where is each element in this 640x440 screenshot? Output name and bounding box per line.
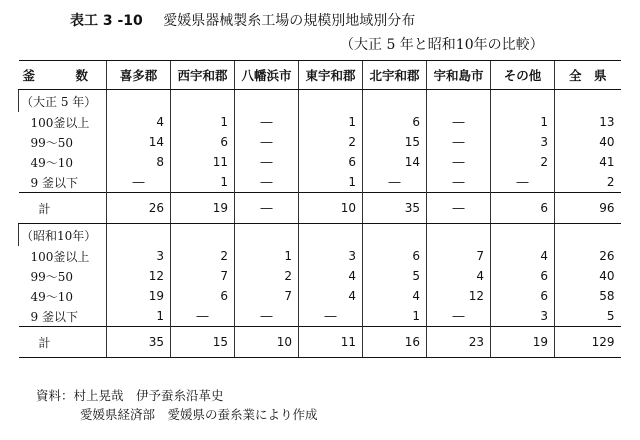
table-row xyxy=(19,266,621,286)
empty-cell xyxy=(427,224,491,247)
table-number: 表工 3 -10 xyxy=(70,13,143,29)
header-cell: 喜多郡 xyxy=(107,61,171,90)
empty-cell xyxy=(363,90,427,113)
value-cell: 3 xyxy=(299,246,363,266)
empty-cell xyxy=(555,224,621,247)
value-cell: 6 xyxy=(171,286,235,306)
value-cell: 58 xyxy=(555,286,621,306)
empty-cell xyxy=(107,90,171,113)
value-cell: 3 xyxy=(107,246,171,266)
value-cell: ― xyxy=(363,172,427,193)
value-cell: 41 xyxy=(555,152,621,172)
value-cell: 23 xyxy=(427,327,491,358)
value-cell: 3 xyxy=(491,132,555,152)
value-cell: ― xyxy=(107,172,171,193)
value-cell: 96 xyxy=(555,193,621,224)
empty-cell xyxy=(235,90,299,113)
value-cell: ― xyxy=(427,112,491,132)
table-row xyxy=(19,286,621,306)
value-cell: ― xyxy=(491,172,555,193)
value-cell: ― xyxy=(235,172,299,193)
value-cell: 14 xyxy=(107,132,171,152)
value-cell: 129 xyxy=(555,327,621,358)
value-cell: ― xyxy=(427,152,491,172)
header-cell: 北宇和郡 xyxy=(363,61,427,90)
source-note-line: 愛媛県経済部 愛媛県の蚕糸業により作成 xyxy=(80,407,318,422)
value-cell: 6 xyxy=(491,286,555,306)
table-row xyxy=(19,112,621,132)
header-cell: 宇和島市 xyxy=(427,61,491,90)
value-cell: 12 xyxy=(427,286,491,306)
header-cell: 釜 数 xyxy=(19,61,107,90)
row-label: 100釜以上 xyxy=(30,115,90,130)
empty-cell xyxy=(427,90,491,113)
value-cell: 40 xyxy=(555,266,621,286)
value-cell: 10 xyxy=(235,327,299,358)
value-cell: 16 xyxy=(363,327,427,358)
empty-cell xyxy=(491,224,555,247)
value-cell: ― xyxy=(235,152,299,172)
value-cell: ― xyxy=(427,306,491,327)
value-cell: 5 xyxy=(363,266,427,286)
header-cell: 東宇和郡 xyxy=(299,61,363,90)
value-cell: 13 xyxy=(555,112,621,132)
empty-cell xyxy=(171,224,235,247)
value-cell: 12 xyxy=(107,266,171,286)
value-cell: 19 xyxy=(107,286,171,306)
value-cell: 6 xyxy=(491,266,555,286)
distribution-table xyxy=(18,60,621,358)
value-cell: 4 xyxy=(491,246,555,266)
empty-cell xyxy=(491,90,555,113)
value-cell: ― xyxy=(299,306,363,327)
value-cell: 4 xyxy=(299,286,363,306)
total-row xyxy=(19,193,621,224)
empty-cell xyxy=(299,90,363,113)
value-cell: 10 xyxy=(299,193,363,224)
row-label: 99～50 xyxy=(30,135,74,150)
value-cell: 5 xyxy=(555,306,621,327)
empty-cell xyxy=(107,224,171,247)
value-cell: 2 xyxy=(491,152,555,172)
value-cell: 2 xyxy=(555,172,621,193)
header-cell: 八幡浜市 xyxy=(235,61,299,90)
value-cell: 14 xyxy=(363,152,427,172)
value-cell: 7 xyxy=(171,266,235,286)
value-cell: 1 xyxy=(491,112,555,132)
value-cell: 1 xyxy=(235,246,299,266)
value-cell: 40 xyxy=(555,132,621,152)
row-label: 9 釜以下 xyxy=(30,175,78,190)
value-cell: 6 xyxy=(299,152,363,172)
value-cell: 2 xyxy=(299,132,363,152)
value-cell: 1 xyxy=(107,306,171,327)
empty-cell xyxy=(235,224,299,247)
group-label: （昭和10年） xyxy=(19,224,107,247)
value-cell: ― xyxy=(235,112,299,132)
value-cell: 26 xyxy=(555,246,621,266)
table-title-text: 愛媛県器械製糸工場の規模別地域別分布 xyxy=(163,13,416,29)
empty-cell xyxy=(299,224,363,247)
value-cell: ― xyxy=(427,193,491,224)
value-cell: 15 xyxy=(171,327,235,358)
value-cell: 26 xyxy=(107,193,171,224)
value-cell: ― xyxy=(235,306,299,327)
value-cell: 19 xyxy=(491,327,555,358)
empty-cell xyxy=(363,224,427,247)
row-label: 49～10 xyxy=(30,155,74,170)
value-cell: 4 xyxy=(363,286,427,306)
row-label: 計 xyxy=(19,193,107,224)
value-cell: 6 xyxy=(491,193,555,224)
value-cell: ― xyxy=(427,132,491,152)
group-label-row xyxy=(19,90,621,113)
value-cell: ― xyxy=(235,193,299,224)
value-cell: 7 xyxy=(427,246,491,266)
value-cell: 6 xyxy=(171,132,235,152)
header-row xyxy=(19,61,621,90)
group-label: （大正 5 年） xyxy=(19,90,107,113)
row-label: 計 xyxy=(19,327,107,358)
row-label: 49～10 xyxy=(30,289,74,304)
value-cell: 1 xyxy=(171,172,235,193)
table-row xyxy=(19,152,621,172)
group-label-row xyxy=(19,224,621,247)
value-cell: 4 xyxy=(299,266,363,286)
table-row xyxy=(19,306,621,327)
value-cell: 19 xyxy=(171,193,235,224)
value-cell: 4 xyxy=(427,266,491,286)
value-cell: 2 xyxy=(171,246,235,266)
value-cell: 1 xyxy=(363,306,427,327)
value-cell: 6 xyxy=(363,246,427,266)
value-cell: 15 xyxy=(363,132,427,152)
total-row xyxy=(19,327,621,358)
value-cell: 35 xyxy=(107,327,171,358)
value-cell: 6 xyxy=(363,112,427,132)
value-cell: ― xyxy=(235,132,299,152)
value-cell: 1 xyxy=(171,112,235,132)
empty-cell xyxy=(171,90,235,113)
value-cell: 4 xyxy=(107,112,171,132)
row-label: 100釜以上 xyxy=(30,249,90,264)
header-cell: その他 xyxy=(491,61,555,90)
value-cell: 35 xyxy=(363,193,427,224)
empty-cell xyxy=(555,90,621,113)
source-notes xyxy=(36,386,318,424)
value-cell: 11 xyxy=(171,152,235,172)
value-cell: ― xyxy=(427,172,491,193)
value-cell: 11 xyxy=(299,327,363,358)
header-cell: 西宇和郡 xyxy=(171,61,235,90)
row-label: 9 釜以下 xyxy=(30,309,78,324)
table-body xyxy=(19,90,621,358)
value-cell: 7 xyxy=(235,286,299,306)
table-row xyxy=(19,132,621,152)
value-cell: 2 xyxy=(235,266,299,286)
value-cell: 3 xyxy=(491,306,555,327)
table-row xyxy=(19,246,621,266)
value-cell: 1 xyxy=(299,172,363,193)
source-note-line: 資料：村上晃哉 伊予蚕糸沿革史 xyxy=(36,388,224,403)
table-title xyxy=(70,10,415,30)
table-row xyxy=(19,172,621,193)
row-label: 99～50 xyxy=(30,269,74,284)
value-cell: 1 xyxy=(299,112,363,132)
table-subtitle: （大正 5 年と昭和10年の比較） xyxy=(340,37,544,53)
header-cell: 全 県 xyxy=(555,61,621,90)
value-cell: 8 xyxy=(107,152,171,172)
value-cell: ― xyxy=(171,306,235,327)
